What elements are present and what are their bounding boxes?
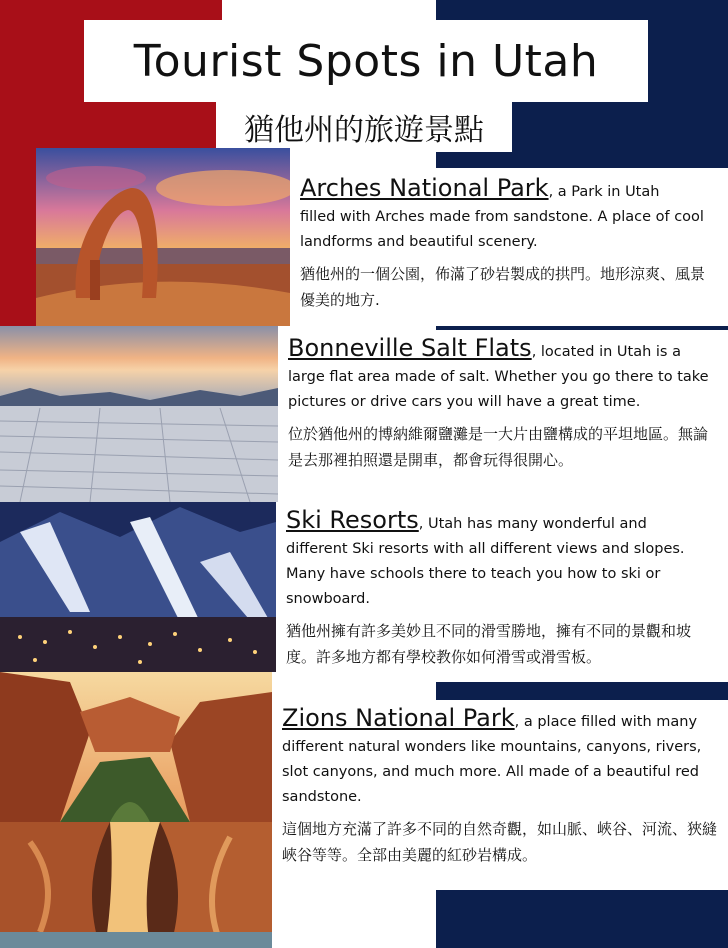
zion-canyon-photo xyxy=(0,672,272,822)
zion-chinese: 這個地方充滿了許多不同的自然奇觀，如山脈、峽谷、河流、狹縫峽谷等等。全部由美麗的紅砂岩構成。 xyxy=(282,820,718,864)
zion-lead: , a place filled with many xyxy=(514,714,698,730)
salt-flats-title: Bonneville Salt Flats xyxy=(288,334,532,362)
ski-resort-photo xyxy=(0,502,276,672)
arches-card xyxy=(290,168,728,326)
salt-flats-card xyxy=(278,330,728,502)
subtitle-box xyxy=(216,102,512,152)
salt-flats-english xyxy=(288,336,718,415)
title-box xyxy=(84,20,648,102)
salt-flats-photo xyxy=(0,326,278,502)
ski-desc: different Ski resorts with all different views and slopes. Many have schools there to teach you how to ski or snowboard. xyxy=(286,541,685,607)
salt-flats-chinese: 位於猶他州的博納維爾鹽灘是一大片由鹽構成的平坦地區。無論是去那裡拍照還是開車，都會玩得很開心。 xyxy=(288,425,709,469)
ski-chinese: 猶他州擁有許多美妙且不同的滑雪勝地，擁有不同的景觀和坡度。許多地方都有學校教你如何滑雪或滑雪板。 xyxy=(286,622,692,666)
arches-desc: filled with Arches made from sandstone. A place of cool landforms and beautiful scenery. xyxy=(300,209,704,250)
page-title: Tourist Spots in Utah xyxy=(133,35,599,87)
zion-desc: different natural wonders like mountains, canyons, rivers, slot canyons, and much more. All made of a beautiful red sandstone. xyxy=(282,739,702,805)
salt-flats-desc: large flat area made of salt. Whether you go there to take pictures or drive cars you will have a great time. xyxy=(288,369,709,410)
arches-english xyxy=(300,176,718,255)
zion-narrows-photo xyxy=(0,822,272,948)
arches-photo xyxy=(36,148,290,326)
zion-english xyxy=(282,706,718,810)
salt-flats-lead: , located in Utah is a xyxy=(531,344,681,360)
zion-card xyxy=(272,700,728,890)
arches-lead: , a Park in Utah xyxy=(548,184,660,200)
ski-card xyxy=(276,502,728,682)
zion-title: Zions National Park xyxy=(282,704,515,732)
page-subtitle: 猶他州的旅遊景點 xyxy=(244,113,484,148)
arches-chinese: 猶他州的一個公園，佈滿了砂岩製成的拱門。地形涼爽、風景優美的地方. xyxy=(300,265,706,309)
ski-english xyxy=(286,508,718,612)
ski-lead: , Utah has many wonderful and xyxy=(418,516,647,532)
ski-title: Ski Resorts xyxy=(286,506,419,534)
arches-title: Arches National Park xyxy=(300,174,549,202)
